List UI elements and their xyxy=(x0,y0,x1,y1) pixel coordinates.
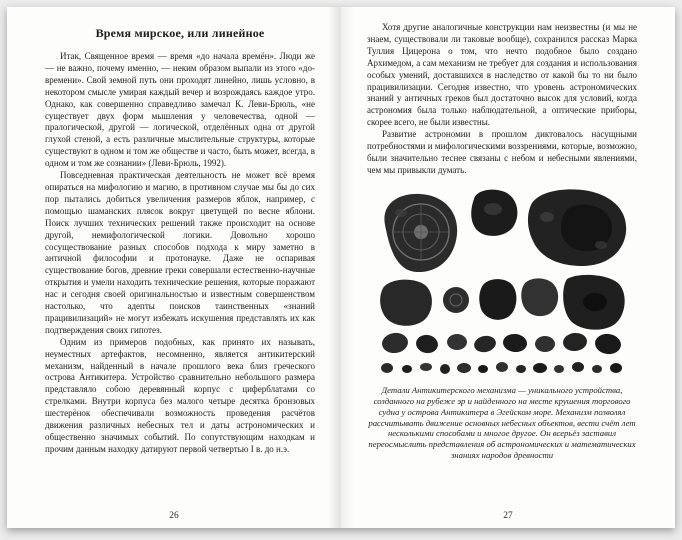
antikythera-fragments-illustration xyxy=(371,187,633,379)
page-number-left: 26 xyxy=(169,511,179,521)
left-page xyxy=(7,7,341,528)
body-paragraph: Одним из примеров подобных, как принято их называть, неуместных артефактов, несомненно, является антикитерский механизм, найденный в начале прошлого века близ греческого острова Антикитера. Устройство сравнительно небольшого размера представляло собою деревянный корпус с циферблатами со стрелками. Внутри корпуса без малого четыре десятка бронзовых шестерёнок обеспечивали возможность проведения расчётов движения различных небесных тел и даты астрономических и общественно значимых событий. По сопутствующим находкам и прочим данным находку датируют первой четвертью I в. до н.э. xyxy=(45,336,315,454)
book-spread xyxy=(7,7,675,528)
page-number-right: 27 xyxy=(503,511,513,521)
body-paragraph: Хотя другие аналогичные конструкции нам неизвестны (и мы не знаем, существовали ли таковые вообще), сохранился рассказ Марка Туллия Цицерона о том, что нечто подобное было создано Архимедом, а сам механизм не требует для создания и использования особых умений, доставшихся в наследство от какой бы то ни было працивилизации. Сегодня известно, что уровень астрономических знаний у античных греков был достаточно высок для условий, когда астрономия была только наблюдательной, а оптические приборы, скорее всего, не были известны. xyxy=(367,22,637,128)
chapter-heading: Время мирское, или линейное xyxy=(95,26,265,40)
antikythera-fragments-photo xyxy=(371,187,633,379)
body-paragraph: Повседневная практическая деятельность не может всё время опираться на мифологию и магию, в противном случае мы бы до сих пор пытались добиться увеличения размеров яблок, например, с помощью шаманских плясок вокруг цветущей по весне яблони. Поиск лучших технических решений также происходит на основе другой, немифологической логики. Довольно хорошо сосуществование разных способов подхода к миру заметно в античной философии и протонауке. Даже не оспаривая существование богов, древние греки совершали естественно-научные открытия и умели находить технические решения, которые поражают нас и сегодня своей оригинальностью и известным совершенством настолько, что адепты поисков таинственных «знаний працивилизаций» не могут избежать искушения представлять их как подтверждения своих гипотез. xyxy=(45,170,315,335)
body-paragraph: Итак, Священное время — время «до начала времён». Люди же — не важно, почему именно, — неким образом выпали из этого «до-времени». Свой земной путь они проходят линейно, лишь условно, в некотором смысле умирая каждый вечер и возрождаясь каждое утро. Однако, как совершенно справедливо замечал К. Леви-Брюль, «не существует двух форм мышления у человечества, одной — пралогической, другой — логической, отделённых одна от другой глухой стеной, а есть различные мыслительные структуры, которые существуют в одном и том же обществе и часто, быть может, всегда, в одном и том же сознании» (Леви-Брюль, 1992). xyxy=(45,51,315,169)
body-paragraph: Развитие астрономии в прошлом диктовалось насущными потребностями и мифологическими воззрениями, которые, возможно, были значительно теснее связаны с небом и небесными явлениями, чем мы привыкли думать. xyxy=(367,129,637,175)
photo-caption: Детали Антикитерского механизма — уникального устройства, созданного на рубеже эр и найденного на месте крушения торгового судна у острова Антикитера в Эгейском море. Механизм позволял рассчитывать движение основных небесных объектов, вести счёт лет несколькими способами и многое другое. Он всерьёз заставил переосмыслить представления об астрономических и математических знаниях народов древности xyxy=(368,384,636,461)
right-page xyxy=(341,7,675,528)
